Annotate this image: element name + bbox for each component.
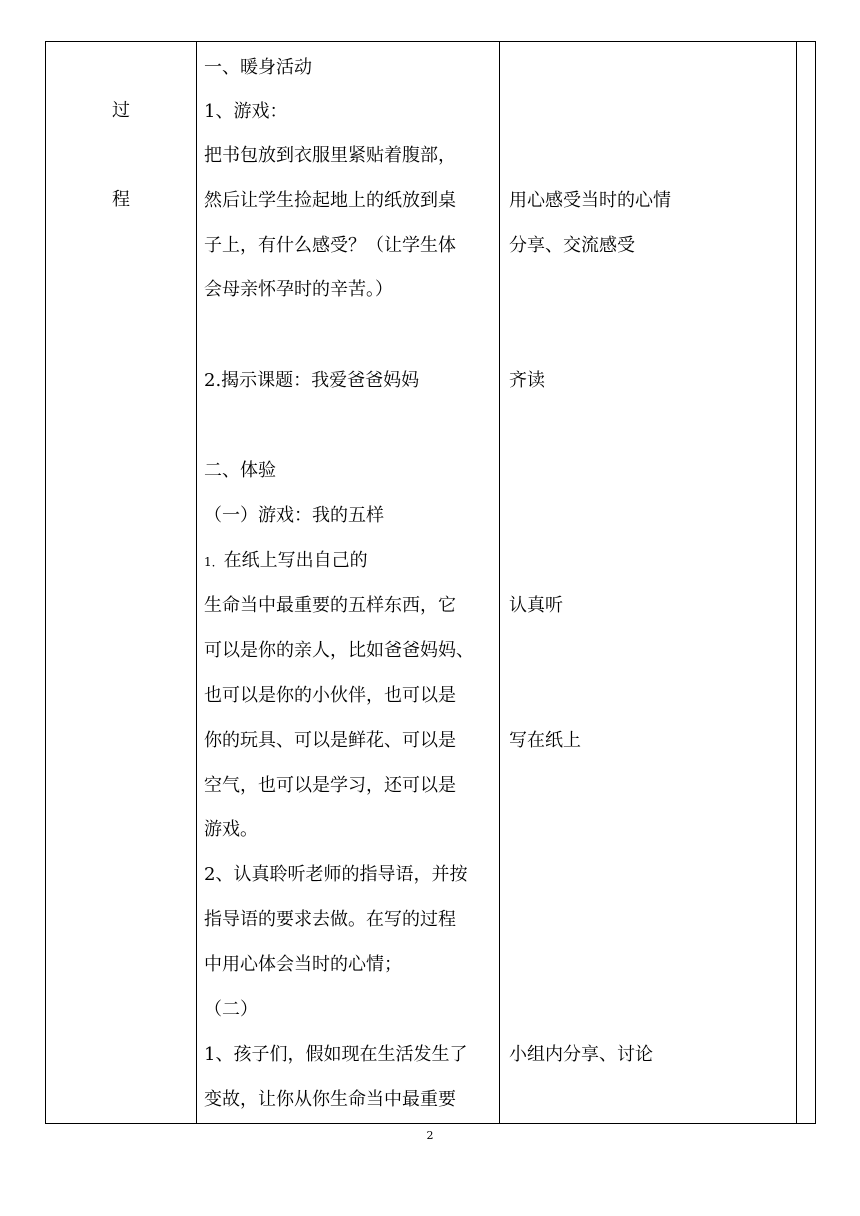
text-line: 空气，也可以是学习，还可以是 [204, 775, 456, 796]
text-line: 中用心体会当时的心情； [204, 954, 402, 975]
stage-label-char: 程 [112, 189, 130, 210]
stage-label-char: 过 [112, 100, 130, 121]
text-line: 写在纸上 [509, 730, 581, 751]
text-line: 变故，让你从你生命当中最重要 [204, 1089, 456, 1110]
text-line: 分享、交流感受 [509, 235, 635, 256]
lesson-plan-table [45, 41, 816, 1124]
text-line: 1、孩子们，假如现在生活发生了 [204, 1044, 468, 1065]
column-divider [196, 42, 197, 1123]
text-line: 然后让学生捡起地上的纸放到桌 [204, 190, 456, 211]
text-line: 子上，有什么感受？（让学生体 [204, 235, 456, 256]
text-line: （一）游戏：我的五样 [204, 505, 384, 526]
text-line: 2、认真聆听老师的指导语，并按 [204, 864, 468, 885]
text-line: 游戏。 [204, 819, 258, 840]
text-line: 你的玩具、可以是鲜花、可以是 [204, 730, 456, 751]
text-line [204, 550, 368, 573]
item-text: 在纸上写出自己的 [223, 550, 368, 571]
text-line: 可以是你的亲人，比如爸爸妈妈、 [204, 640, 474, 661]
text-line: 小组内分享、讨论 [509, 1044, 653, 1065]
text-line: 也可以是你的小伙伴，也可以是 [204, 685, 456, 706]
section-heading: 二、体验 [204, 460, 276, 481]
text-line: 认真听 [509, 595, 563, 616]
text-line: 把书包放到衣服里紧贴着腹部， [204, 145, 456, 166]
text-line: 指导语的要求去做。在写的过程 [204, 909, 456, 930]
column-divider [796, 42, 797, 1123]
text-line: （二） [204, 999, 258, 1020]
column-divider [499, 42, 500, 1123]
text-line: 2.揭示课题：我爱爸爸妈妈 [204, 370, 420, 391]
text-line: 会母亲怀孕时的辛苦。） [204, 279, 393, 300]
page-number: 2 [426, 1129, 434, 1142]
item-number: 1． [204, 555, 224, 569]
text-line: 齐读 [509, 370, 545, 391]
text-line: 用心感受当时的心情 [509, 190, 671, 211]
text-line: 1、游戏： [204, 101, 288, 122]
section-heading: 一、暖身活动 [204, 57, 312, 78]
text-line: 生命当中最重要的五样东西，它 [204, 595, 456, 616]
